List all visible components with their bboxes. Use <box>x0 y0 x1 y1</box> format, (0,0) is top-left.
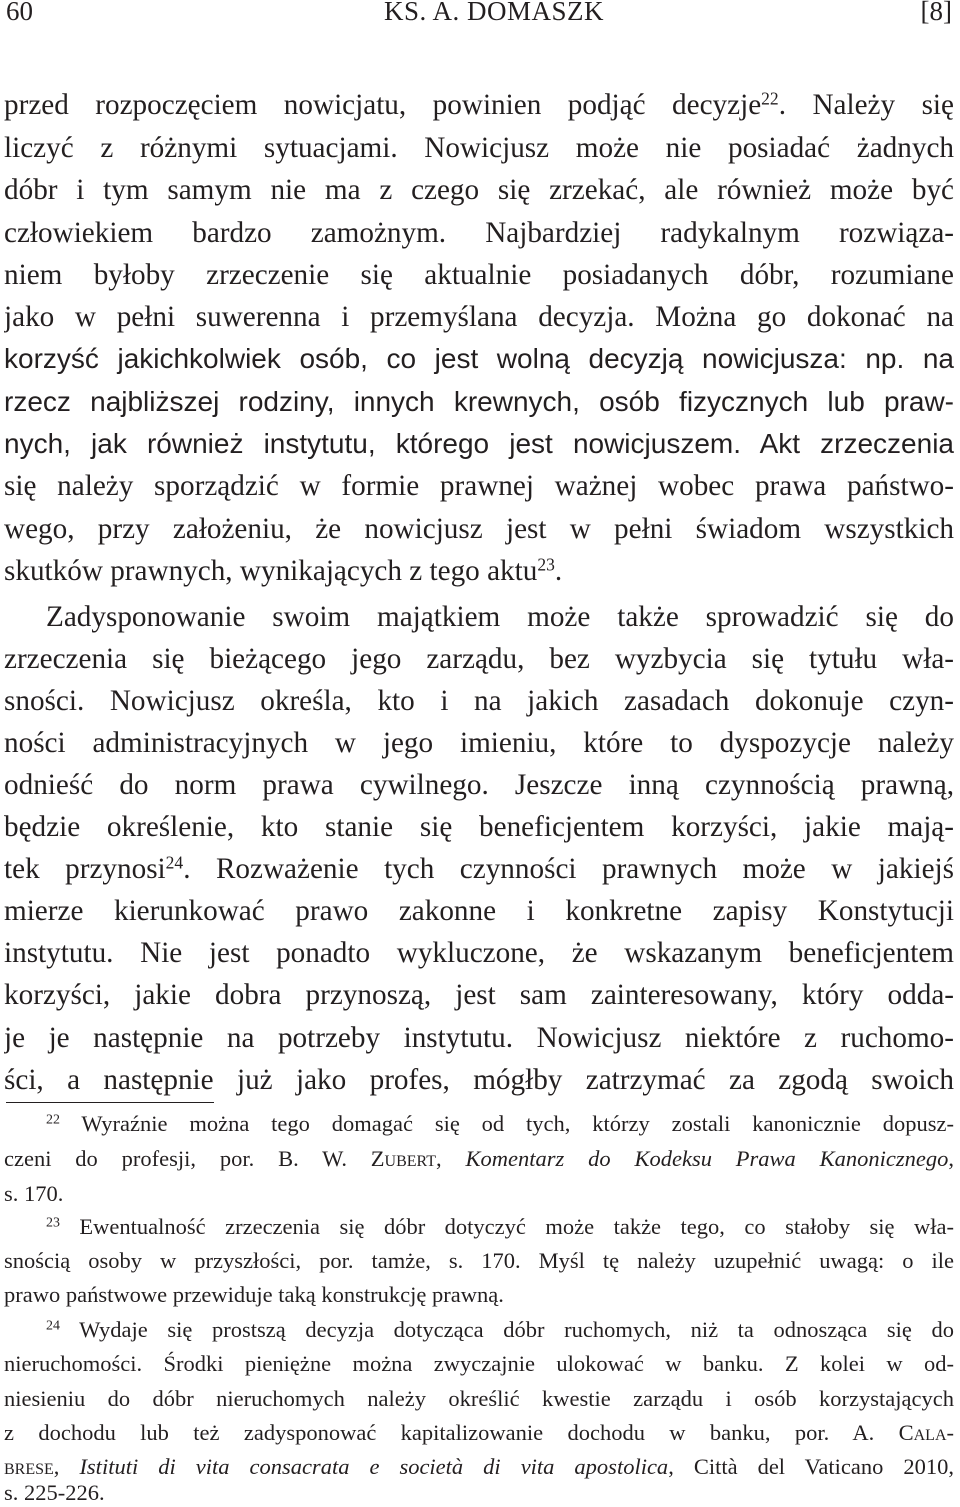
body-text-run: mierze kierunkować prawo zakonne i konkretne zapisy Konstytucji <box>4 895 954 927</box>
cited-author: brese <box>4 1454 54 1479</box>
body-text-run: korzyści, jakie dobra przynoszą, jest sam zainteresowany, który odda- <box>4 979 954 1011</box>
body-text-run: przed rozpoczęciem nowicjatu, powinien podjąć decyzje <box>4 89 762 121</box>
footnote-text: czeni do profesji, por. B. W. <box>4 1146 371 1171</box>
body-line <box>4 849 954 889</box>
footnote-text: z dochodu lub też zadysponować kapitalizowanie dochodu w banku, por. A. <box>4 1420 899 1445</box>
body-text-run: niem byłoby zrzeczenie się aktualnie posiadanych dóbr, rozumiane <box>4 259 954 291</box>
body-text-run: wego, przy założeniu, że nowicjusz jest w pełni świadom wszystkich <box>4 513 954 545</box>
cited-author: Cala- <box>898 1420 954 1445</box>
cited-title: Istituti di vita consacrata e società di vita apostolica <box>79 1454 669 1479</box>
footnote-text: prawo państwowe przewiduje taką konstrukcję prawną. <box>4 1282 504 1307</box>
footnote-text: Wyraźnie można tego domagać się od tych, którzy zostali kanonicznie dopusz- <box>81 1111 954 1136</box>
body-text-run: . Należy się <box>778 89 954 121</box>
footnote-text: , <box>436 1146 466 1171</box>
footnote-text: s. 170. <box>4 1181 64 1206</box>
body-text-run: tek przynosi <box>4 853 166 885</box>
cited-title: Komentarz do Kodeksu Prawa Kanonicznego <box>465 1146 949 1171</box>
body-text-run: odnieść do norm prawa cywilnego. Jeszcze inną czynnością prawną, <box>4 769 954 801</box>
footnote-text: , <box>53 1454 80 1479</box>
footnote-separator <box>6 1102 214 1103</box>
body-line <box>4 681 954 721</box>
running-header <box>0 0 960 36</box>
body-line <box>4 1060 954 1100</box>
body-line <box>4 975 954 1015</box>
body-line <box>4 807 954 847</box>
footnote-22-line <box>46 1110 954 1138</box>
body-text-run: nych, jak również instytutu, którego jest nowicjuszem. Akt zrzeczenia <box>4 428 954 459</box>
body-text-run: sności. Nowicjusz określa, kto i na jakich zasadach dokonuje czyn- <box>4 685 954 717</box>
body-line <box>4 891 954 931</box>
body-line <box>4 551 954 591</box>
body-text-run: zrzeczenia się bieżącego jego zarządu, bez wyzbycia się tytułu wła- <box>4 643 954 675</box>
section-number: [8] <box>920 0 952 26</box>
body-line <box>4 339 954 379</box>
footnote-text: snością osoby w przyszłości, por. tamże, s. 170. Myśl tę należy uzupełnić uwagą: o ile <box>4 1248 954 1273</box>
footnote-number: 23 <box>46 1215 60 1231</box>
footnote-text: s. 225-226. <box>4 1480 105 1505</box>
body-text-run: ności administracyjnych w jego imieniu, które to dyspozycje należy <box>4 727 954 759</box>
footnote-number: 22 <box>46 1112 60 1128</box>
body-text-run: korzyść jakichkolwiek osób, co jest wolną decyzją nowicjusza: np. na <box>4 343 954 374</box>
body-text-run: ści, a następnie już jako profes, mógłby zatrzymać za zgodą swoich <box>4 1064 954 1096</box>
page-number: 60 <box>6 0 33 26</box>
body-line <box>4 765 954 805</box>
footnote-24-line <box>4 1385 954 1413</box>
footnote-22-line <box>4 1180 954 1208</box>
running-head-author: KS. A. DOMASZK <box>384 0 605 26</box>
body-text-run: dóbr i tym samym nie ma z czego się zrzekać, ale również może być <box>4 174 954 206</box>
body-text-run: jako w pełni suwerenna i przemyślana decyzja. Można go dokonać na <box>4 301 954 333</box>
body-line <box>4 424 954 464</box>
body-text-run: będzie określenie, kto stanie się beneficjentem korzyści, jakie mają- <box>4 811 954 843</box>
body-text-run: skutków prawnych, wynikających z tego aktu <box>4 555 538 587</box>
body-line <box>4 1018 954 1058</box>
footnote-22-line <box>4 1145 954 1173</box>
body-text-run: liczyć z różnymi sytuacjami. Nowicjusz może nie posiadać żadnych <box>4 132 954 164</box>
body-text-run: . <box>554 555 563 587</box>
body-line <box>4 128 954 168</box>
body-line <box>4 509 954 549</box>
footnote-24-line <box>46 1316 954 1344</box>
footnote-24-line <box>4 1419 954 1447</box>
footnote-24-line <box>4 1453 954 1481</box>
cited-author: Zubert <box>370 1146 437 1171</box>
body-line <box>4 723 954 763</box>
body-line <box>4 85 954 125</box>
footnote-reference[interactable]: 24 <box>165 852 184 873</box>
body-text-run: się należy sporządzić w formie prawnej ważnej wobec prawa państwo- <box>4 470 954 502</box>
footnote-text: niesieniu do dóbr nieruchomych należy określić kwestie zarządu i osób korzystających <box>4 1386 954 1411</box>
footnote-text: nieruchomości. Środki pieniężne można zwyczajnie ulokować w banku. Z kolei w od- <box>4 1351 954 1376</box>
footnote-24-line <box>4 1350 954 1378</box>
body-text-run: instytutu. Nie jest ponadto wykluczone, że wskazanym beneficjentem <box>4 937 954 969</box>
body-text-run: Zadysponowanie swoim majątkiem może także sprowadzić się do <box>46 601 954 633</box>
footnote-24-line <box>4 1479 954 1507</box>
body-line <box>4 255 954 295</box>
footnote-text: , <box>948 1146 954 1171</box>
footnote-23-line <box>46 1213 954 1241</box>
body-line <box>4 382 954 422</box>
footnote-23-line <box>4 1247 954 1275</box>
footnote-text: Ewentualność zrzeczenia się dóbr dotyczyć może także tego, co stałoby się wła- <box>79 1214 954 1239</box>
footnote-reference[interactable]: 22 <box>761 88 779 109</box>
body-text-run: rzecz najbliższej rodziny, innych krewnych, osób fizycznych lub praw- <box>4 386 954 417</box>
body-line <box>4 466 954 506</box>
body-text-run: je je następnie na potrzeby instytutu. Nowicjusz niektóre z ruchomo- <box>4 1022 954 1054</box>
footnote-text: Wydaje się prostszą decyzja dotycząca dóbr ruchomych, niż ta odnosząca się do <box>79 1317 954 1342</box>
body-text-run: człowiekiem bardzo zamożnym. Najbardziej radykalnym rozwiąza- <box>4 217 954 249</box>
body-line <box>46 597 954 637</box>
body-line <box>4 933 954 973</box>
footnote-reference[interactable]: 23 <box>537 554 555 575</box>
body-text-run: . Rozważenie tych czynności prawnych może w jakiejś <box>183 853 954 885</box>
body-line <box>4 297 954 337</box>
body-line <box>4 170 954 210</box>
body-line <box>4 213 954 253</box>
body-line <box>4 639 954 679</box>
footnote-23-line <box>4 1281 954 1309</box>
footnote-text: , Città del Vaticano 2010, <box>668 1454 954 1479</box>
footnote-number: 24 <box>46 1318 60 1334</box>
